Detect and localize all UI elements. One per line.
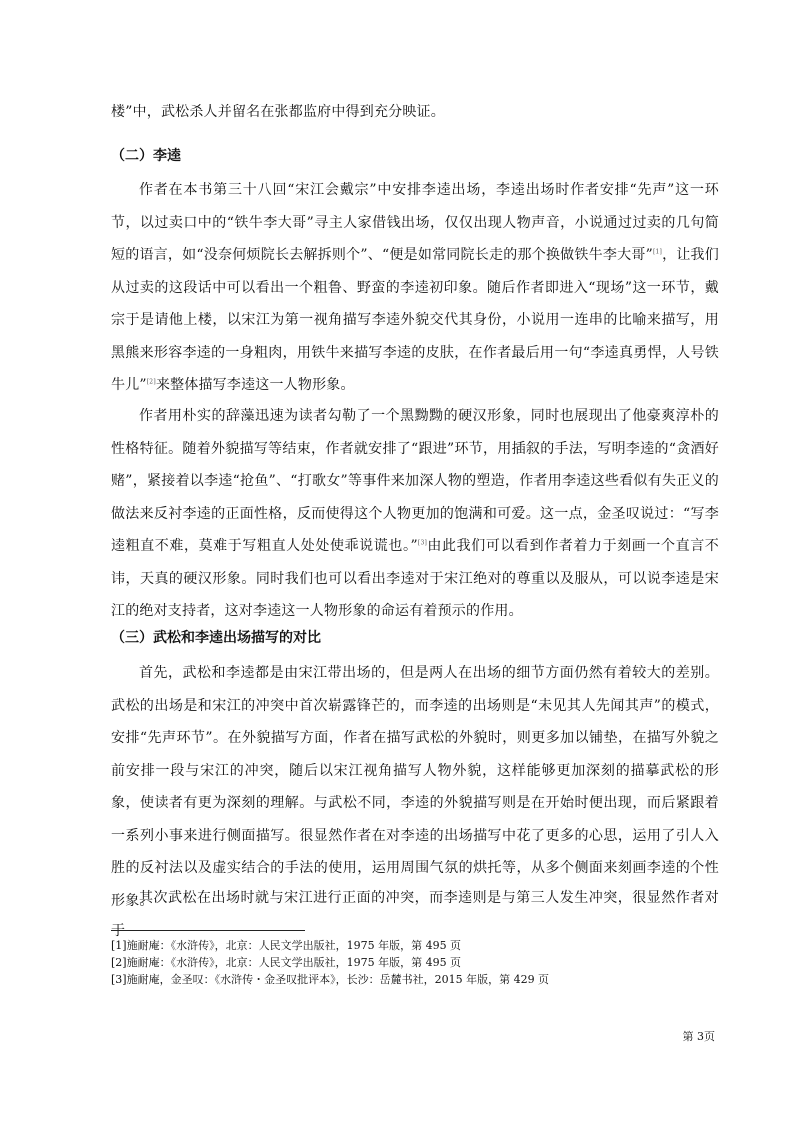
- paragraph-li-kui-character: [111, 400, 719, 628]
- page-number: 第 3页: [682, 1030, 715, 1043]
- paragraph-segment: 由此我们可以看到作者着力于刻画一个直言不讳，天真的硬汉形象。同时我们也可以看出李逵对于宋江绝对的尊重以及服从，可以说李逵是宋江的绝对支持者，这对李逵这一人物形象的命运有着预示的作用。: [111, 538, 719, 619]
- footnote-divider: [111, 930, 305, 931]
- footnote-2: [2]施耐庵：《水浒传》，北京：人民文学出版社，1975 年版，第 495 页: [111, 956, 462, 969]
- footnote-ref[interactable]: [2]: [146, 378, 156, 386]
- opening-line: [111, 96, 719, 129]
- footnotes: [111, 937, 719, 988]
- section-heading-comparison: （三）武松和李逵出场描写的对比: [111, 630, 321, 646]
- paragraph-text: 其次武松在出场时就与宋江进行正面的冲突，而李逵则是与第三人发生冲突，很显然作者对于: [111, 890, 719, 939]
- paragraph-comparison-first: [111, 657, 719, 917]
- opening-line-text: 楼”中，武松杀人并留名在张都监府中得到充分映证。: [111, 104, 445, 120]
- paragraph-li-kui-entrance: [111, 174, 719, 402]
- paragraph-text: [111, 174, 719, 402]
- paragraph-text: 首先，武松和李逵都是由宋江带出场的，但是两人在出场的细节方面仍然有着较大的差别。武松的出场是和宋江的冲突中首次崭露锋芒的，而李逵的出场则是“未见其人先闻其声”的模式，安排“先声环节”。在外貌描写方面，作者在描写武松的外貌时，则更多加以铺垫，在描写外貌之前安排一段与宋江的冲突，随后以宋江视角描写人物外貌，这样能够更加深刻的描摹武松的形象，使读者有更为深刻的理解。与武松不同，李逵的外貌描写则是在开始时便出现，而后紧跟着一系列小事来进行侧面描写。很显然作者在对李逵的出场描写中花了更多的心思，运用了引人入胜的反衬法以及虚实结合的手法的使用，运用周围气氛的烘托等，从多个侧面来刻画李逵的个性形象。: [111, 665, 719, 909]
- footnote-3: [3]施耐庵，金圣叹：《水浒传・金圣叹批评本》，长沙：岳麓书社，2015 年版，第 429 页: [111, 973, 550, 986]
- paragraph-text: [111, 400, 719, 628]
- paragraph-segment: 来整体描写李逵这一人物形象。: [155, 377, 355, 393]
- footnote-ref[interactable]: [1]: [652, 248, 663, 256]
- footnote-1: [1]施耐庵：《水浒传》，北京：人民文学出版社，1975 年版，第 495 页: [111, 939, 462, 952]
- section-heading-li-kui: （二）李逵: [111, 148, 181, 164]
- paragraph-segment: 作者在本书第三十八回“宋江会戴宗”中安排李逵出场，李逵出场时作者安排“先声”这一环节，以过卖口中的“铁牛李大哥”寻主人家借钱出场，仅仅出现人物声音，小说通过过卖的几句简短的语言，如“没奈何烦院长去解拆则个”、“便是如常同院长走的那个换做铁牛李大哥”: [111, 182, 719, 263]
- paragraph-segment: ，让我们从过卖的这段话中可以看出一个粗鲁、野蛮的李逵初印象。随后作者即进入“现场”这一环节，戴宗于是请他上楼，以宋江为第一视角描写李逵外貌交代其身份，小说用一连串的比喻来描写，用黑熊来形容李逵的一身粗肉，用铁牛来描写李逵的皮肤，在作者最后用一句“李逵真勇悍，人号铁牛儿”: [111, 247, 719, 393]
- paragraph-segment: 作者用朴实的辞藻迅速为读者勾勒了一个黑黝黝的硬汉形象，同时也展现出了他豪爽淳朴的性格特征。随着外貌描写等结束，作者就安排了“跟进”环节，用插叙的手法，写明李逵的“贪酒好赌”，紧接着以李逵“抢鱼”、“打歌女”等事件来加深人物的塑造，作者用李逵这些看似有失正义的做法来反衬李逵的正面性格，反而使得这个人物更加的饱满和可爱。这一点，金圣叹说过：“写李逵粗直不难，莫难于写粗直人处处使乖说谎也。”: [111, 408, 719, 554]
- footnote-ref[interactable]: [3]: [417, 539, 428, 547]
